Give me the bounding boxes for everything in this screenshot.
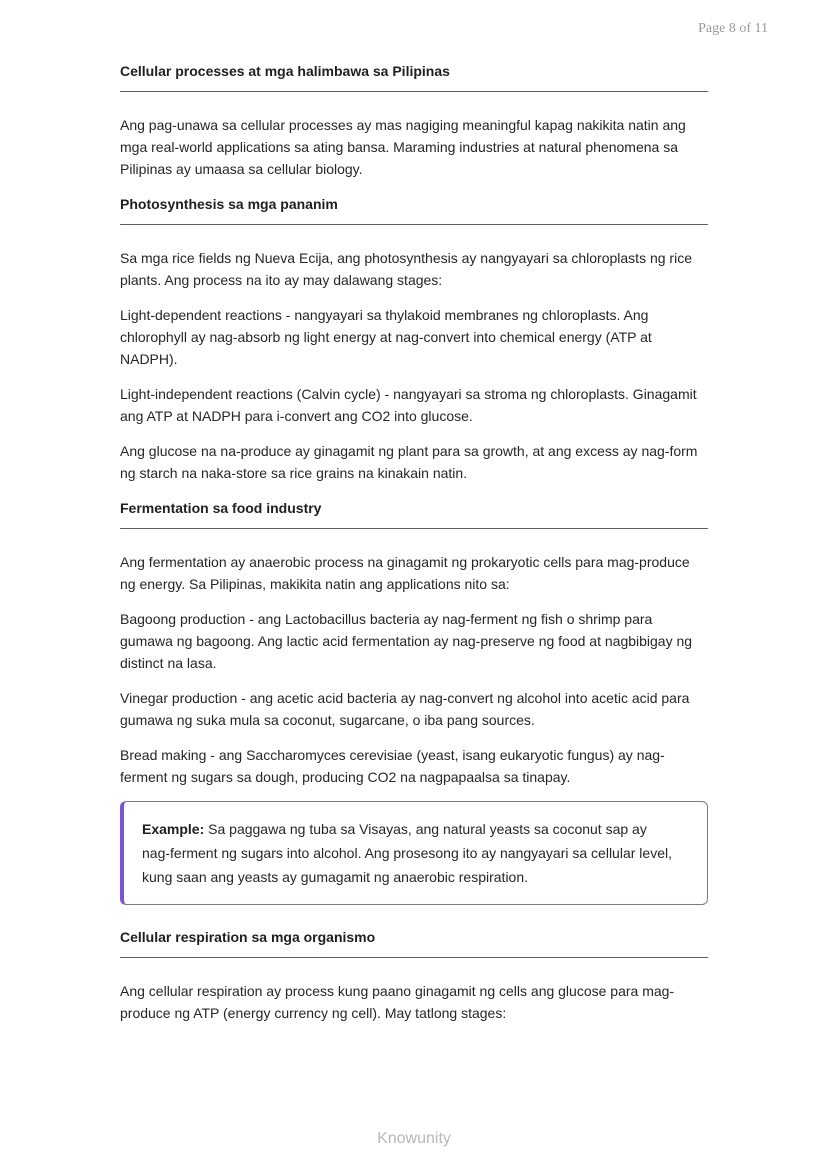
paragraph: Light-independent reactions (Calvin cycle) - nangyayari sa stroma ng chloroplasts. Ginagamit ang ATP at NADPH para i-convert ang CO2 into glucose.: [120, 386, 697, 424]
example-text: Sa paggawa ng tuba sa Visayas, ang natural yeasts sa coconut sap ay nag-ferment ng sugars into alcohol. Ang prosesong ito ay nangyayari sa cellular level, kung saan ang yeasts ay gumagamit ng anaerobic respiration.: [142, 821, 672, 885]
section-fermentation: [120, 498, 708, 905]
page-number: Page 8 of 11: [698, 21, 768, 36]
section-heading: Cellular processes at mga halimbawa sa Pilipinas: [120, 61, 708, 92]
document-body: [120, 61, 708, 1037]
paragraph: Ang pag-unawa sa cellular processes ay mas nagiging meaningful kapag nakikita natin ang mga real-world applications sa ating bansa. Maraming industries at natural phenomena sa Pilipinas ay umaasa sa cellular biology.: [120, 117, 686, 177]
section-heading: Photosynthesis sa mga pananim: [120, 194, 708, 225]
paragraph: Ang glucose na na-produce ay ginagamit ng plant para sa growth, at ang excess ay nag-form ng starch na naka-store sa rice grains na kinakain natin.: [120, 443, 698, 481]
section-photosynthesis: [120, 194, 708, 484]
paragraph: Sa mga rice fields ng Nueva Ecija, ang photosynthesis ay nangyayari sa chloroplasts ng rice plants. Ang process na ito ay may dalawang stages:: [120, 250, 692, 288]
paragraph: Bread making - ang Saccharomyces cerevisiae (yeast, isang eukaryotic fungus) ay nag-ferment ng sugars sa dough, producing CO2 na nagpapaalsa sa tinapay.: [120, 747, 665, 785]
example-callout: [120, 801, 708, 905]
paragraph: Light-dependent reactions - nangyayari sa thylakoid membranes ng chloroplasts. Ang chlorophyll ay nag-absorb ng light energy at nag-convert into chemical energy (ATP at NADPH).: [120, 307, 652, 367]
section-cellular-respiration: [120, 927, 708, 1024]
paragraph: Ang fermentation ay anaerobic process na ginagamit ng prokaryotic cells para mag-produce ng energy. Sa Pilipinas, makikita natin ang applications nito sa:: [120, 554, 690, 592]
section-heading: Fermentation sa food industry: [120, 498, 708, 529]
section-heading: Cellular respiration sa mga organismo: [120, 927, 708, 958]
paragraph: Vinegar production - ang acetic acid bacteria ay nag-convert ng alcohol into acetic acid para gumawa ng suka mula sa coconut, sugarcane, o iba pang sources.: [120, 690, 690, 728]
footer-brand: Knowunity: [377, 1130, 451, 1147]
paragraph: Bagoong production - ang Lactobacillus bacteria ay nag-ferment ng fish o shrimp para gumawa ng bagoong. Ang lactic acid fermentation ay nag-preserve ng food at nagbibigay ng distinct na lasa.: [120, 611, 693, 671]
section-cellular-processes: [120, 61, 708, 180]
paragraph: Ang cellular respiration ay process kung paano ginagamit ng cells ang glucose para mag-produce ng ATP (energy currency ng cell). May tatlong stages:: [120, 983, 675, 1021]
example-label: Example:: [142, 821, 205, 837]
